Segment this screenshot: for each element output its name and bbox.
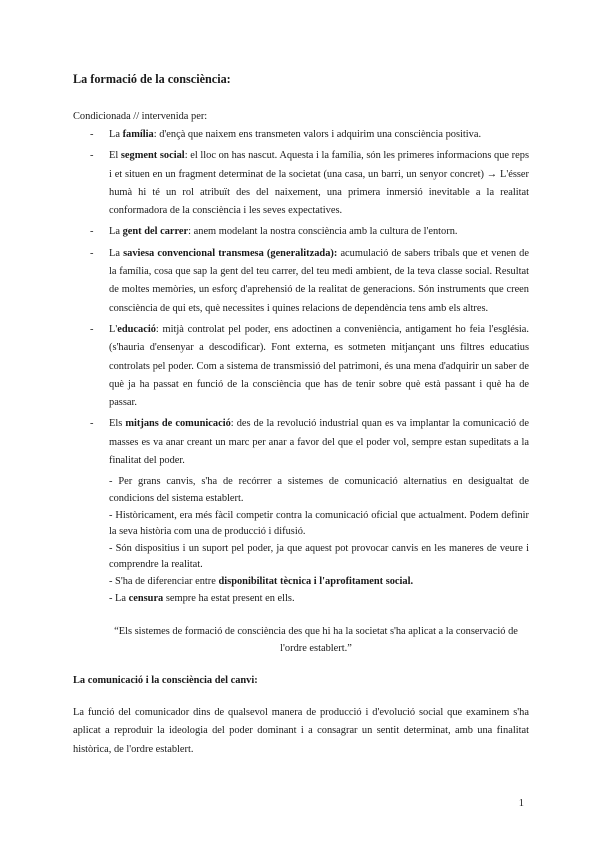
item-text: : anem modelant la nostra consciència amb la cultura de l'entorn. xyxy=(188,226,458,238)
item-bold: educació xyxy=(117,323,156,335)
list-item xyxy=(73,415,529,607)
list-dash: - xyxy=(90,323,94,335)
sub-line-suffix: sempre ha estat present en ells. xyxy=(163,592,295,604)
list-dash: - xyxy=(90,247,94,259)
item-prefix: El xyxy=(109,150,121,162)
page-title: La formació de la consciència: xyxy=(73,72,231,86)
list-item xyxy=(73,126,529,144)
sub-line-bold: disponibilitat tècnica i l'aprofitament social. xyxy=(218,575,414,587)
list-item xyxy=(73,223,529,241)
item-bold: gent del carrer xyxy=(122,226,189,238)
page-content xyxy=(73,72,529,759)
body-paragraph: La funció del comunicador dins de qualsevol manera de producció i d'evolució social que examinem s'ha aplicat a reproduir la ideologia del poder dominant i a consagrar un sentit determinat, amb una finalitat històrica, de l'ordre establert. xyxy=(73,707,529,755)
item-prefix: La xyxy=(109,129,123,140)
intro-line: Condicionada // intervenida per: xyxy=(73,111,208,122)
item-bold: mitjans de comunicació xyxy=(125,418,231,430)
item-prefix: Els xyxy=(109,418,126,430)
item-prefix: La xyxy=(109,226,123,238)
item-text: : mitjà controlat pel poder, ens adoctinen a conveniència, antigament ho feia l'església. (s'hauria d'ensenyar a descodificar). Font externa, es sotmeten mitjançant uns filtres educatius controlats pel poder. Com a sistema de transmissió del patrimoni, és una mena d'adquirir un saber de què ja ha passat en funció de la consciència que has de tenir sobre què està passant i què ha de passar. xyxy=(109,323,529,409)
quote: “Els sistemes de formació de consciència des que hi ha la societat s'ha aplicat a la conservació de l'ordre establert.” xyxy=(114,626,518,655)
sub-line: - Per grans canvis, s'ha de recórrer a sistemes de comunicació alternatius en desigualtat de condicions del sistema establert. xyxy=(109,476,529,504)
sub-line: - Són dispositius i un suport pel poder, ja que aquest pot provocar canvis en les maneres de veure i comprendre la realitat. xyxy=(109,542,529,571)
sub-line-prefix: - La xyxy=(109,592,129,604)
item-bold: segment social xyxy=(120,150,185,162)
list-dash: - xyxy=(90,418,94,430)
sub-line-bold: censura xyxy=(128,592,164,604)
list-dash: - xyxy=(90,226,94,238)
item-text: : el lloc on has nascut. Aquesta i la família, són les primeres informacions que reps i et situen en un fragment determinat de la societat (una casa, un barri, un senyor concret) → L'ésser humà hi té un rol atribuït des del naixement, una primera inmersió inevitable a la realitat conformadora de la consciència i les seves expectatives. xyxy=(109,150,529,217)
sub-line-prefix: - S'ha de diferenciar entre xyxy=(109,575,219,587)
list-dash: - xyxy=(90,150,94,162)
page-number: 1 xyxy=(518,798,524,809)
list-item xyxy=(73,147,529,220)
item-prefix: La xyxy=(109,247,124,259)
item-text: : d'ençà que naixem ens transmeten valors i adquirim una consciència positiva. xyxy=(153,129,482,140)
item-bold: família xyxy=(122,129,154,140)
item-text: acumulació de sabers tribals que et venen de la família, cosa que sap la gent del teu carrer, del teu medi ambient, de la teva classe social. Resultat de moltes memòries, un esforç d'aprehensió de la realitat de generacions. Són instruments que creen consciència de qui ets, què necessites i quines relacions de dependència tens amb els altres. xyxy=(109,247,529,314)
list-item xyxy=(73,245,529,318)
sub-line: - Històricament, era més fàcil competir contra la comunicació oficial que actualment. Podem definir la seva història com una de producció i difusió. xyxy=(109,509,529,538)
sub-line xyxy=(109,574,529,591)
item-prefix: L' xyxy=(109,323,118,335)
bullet-list xyxy=(73,126,529,607)
list-dash: - xyxy=(90,129,94,140)
section-heading: La comunicació i la consciència del canvi: xyxy=(73,675,258,687)
list-item xyxy=(73,321,529,412)
item-bold: saviesa convencional transmesa (generalitzada): xyxy=(123,247,338,259)
item-text: : des de la revolució industrial quan es va implantar la comunicació de masses es va anar creant un marc per anar a favor del que el poder vol, sempre estan supeditats a la finalitat del poder. xyxy=(109,418,529,467)
sub-list xyxy=(109,474,529,607)
sub-line xyxy=(109,591,529,608)
